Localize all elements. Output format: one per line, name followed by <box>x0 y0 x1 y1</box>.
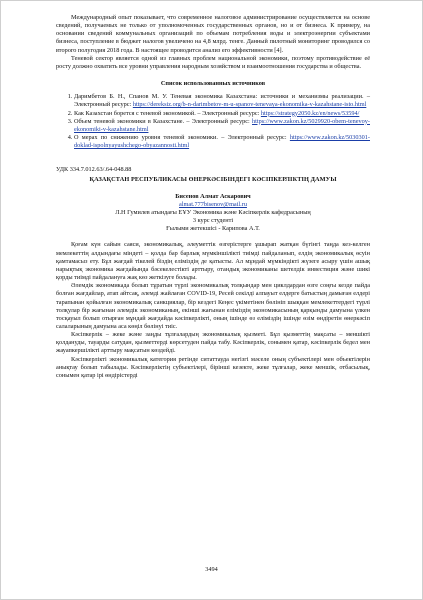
article-title: ҚАЗАҚСТАН РЕСПУБЛИКАСЫ ӨНЕРКӘСІБІНДЕГІ КӘСІПКЕРЛІКТІҢ ДАМУЫ <box>89 175 337 183</box>
spacer <box>56 233 370 241</box>
references-title: Список использованных источников <box>160 80 266 88</box>
intro-paragraph: Теневой сектор является одной из главных проблем национальной экономики, поэтому противодействие её росту должно охватить все уровни управления народным хозяйством и взаимоотношения государства и общества. <box>56 54 370 70</box>
page-number: 3494 <box>205 566 218 573</box>
reference-text: Как Казахстан борется с теневой экономикой. – Электронный ресурс: <box>74 109 260 117</box>
body-paragraph: Қоғам күн сайын саяси, экономикалық, әлеуметтік өзгерістерге ұшырап жатқан бүгінгі таңда кез-келген мемлекеттің алдындағы міндеті – қолда бар барлық мүмкіншілікті тиімді пайдаланып, елдің экономикалық өсуін қамтамасыз ету. Бұл жағдай тікелей біздің еліміздің де қатысты. Ал мұндай мүмкіндікті жүзеге асыру үшін ашық нарықтық экономика жағдайында бәсекелестікті арттыру, отандық экономиканы шетелдік инвестиция және шикі қорды тиімді пайдалануға жақ көз жеткізуге болады. <box>56 241 370 282</box>
reference-link[interactable]: https://dereksiz.org/b-n-darimbetov-m-u-spanov-tenevaya-ekonomika-v-kazahstane-isto.html <box>132 101 367 109</box>
supervisor: Ғылыми жетекшісі - Карипова А.Т. <box>166 225 260 233</box>
references-list <box>56 93 370 150</box>
reference-item <box>74 93 370 109</box>
reference-item <box>74 134 370 150</box>
reference-link[interactable]: https://www.zakon.kz/5029920-obem-tenevoy-ekonomiki-v-kazahstane.html <box>74 117 370 133</box>
author-affiliation: Л.Н Гумилев атындағы ЕҰУ Экономика және Кәсіпкерлік кафедрасының <box>115 208 311 216</box>
reference-item <box>74 110 370 118</box>
reference-text: Объем теневой экономики в Казахстане. – Электронный ресурс: <box>74 117 250 125</box>
page-content <box>56 14 370 380</box>
author-course: 3 курс студенті <box>192 217 234 225</box>
reference-text: Даримбетов Б. Н., Спанов М. У. Теневая экономика Казахстана: источники и механизмы реализации. – Электронный ресурс: <box>74 93 370 109</box>
body-paragraph: Кәсіпкерлік – жеке және заңды тұлғалардың экономикалық қызметі. Бұл қызметтің мақсаты – меншікті қолдануды, тауарды сатудан, қызметтерді көрсетуден пайда табу. Кәсіпкерлік, сонымен қатар, кәсіпкерлік бедел мен жауапкершілікті арттыру мақсатын көздейді. <box>56 331 370 355</box>
reference-link[interactable]: https://strategy2050.kz/en/news/53594/ <box>260 109 360 117</box>
body-paragraph: Кәсіпкерлікті экономикалық категория ретінде ситаттауда негізгі мәселе оның субъектілері мен объектілерін анықтау болып табылады. Кәсіпкерліктің субъектілері, біріншi кезекте, жеке тұлғалар, жеке меншік, отбасылық, сонымен қатар ірі өндірістерді <box>56 355 370 379</box>
reference-link[interactable]: https://www.zakon.kz/5030301-doklad-ispolnyayushchego-obyazannosti.html <box>74 134 370 150</box>
reference-item <box>74 118 370 134</box>
udk-code: УДК 334.7.012.63/.64-048.88 <box>56 166 132 174</box>
author-name: Бисенов Алмат Аскарович <box>175 192 251 200</box>
author-email[interactable]: almat.777bisenov@mail.ru <box>179 200 247 208</box>
reference-text: О мерах по снижению уровня теневой экономики. – Электронный ресурс: <box>74 134 287 142</box>
body-paragraph: Әлемдік экономикада болып тұратын түрлі экономикалық толқындар мен циклдардан өзге соңғы кезде пайда болған жағдайлар, атап айтсақ, әлемді жайлаған COVID-19, Ресей секілді алпауыт елдерге батыстың дамыған елдері тарапынан қойылған экономикалық санкциялар, бір кездегі Кеңес үкіметінен бөлініп шыққан мемлекеттердегі түрлі толқулар бір жағынан әлемдік экономиканың, екінші жағынан еліміздің экономикасының қарқынды дамуына үлкен тосқауыл болып отырған мұндай жағдайда кәсіпкерлікті, оның ішінде өз еліміздің ішінде өзім өндіретін өнеркәсіп салаларының дамуына аса көңіл бөлінуі тиіс. <box>56 282 370 330</box>
intro-paragraph: Международный опыт показывает, что современное налоговое администрирование осуществляется на основе сведений, получаемых не только от уполномоченных государственных органов, но и от бизнеса. К примеру, на основании сведений коммунальных организаций по объемам потребления воды и электроэнергии субъектами бизнеса, поступление в бюджет налогов увеличено на 4,8 млрд. тенге. Данный пилотный мониторинг проводился со второго полугодия 2018 года. В настоящее проводится анализ его эффективности [4]. <box>56 14 370 54</box>
